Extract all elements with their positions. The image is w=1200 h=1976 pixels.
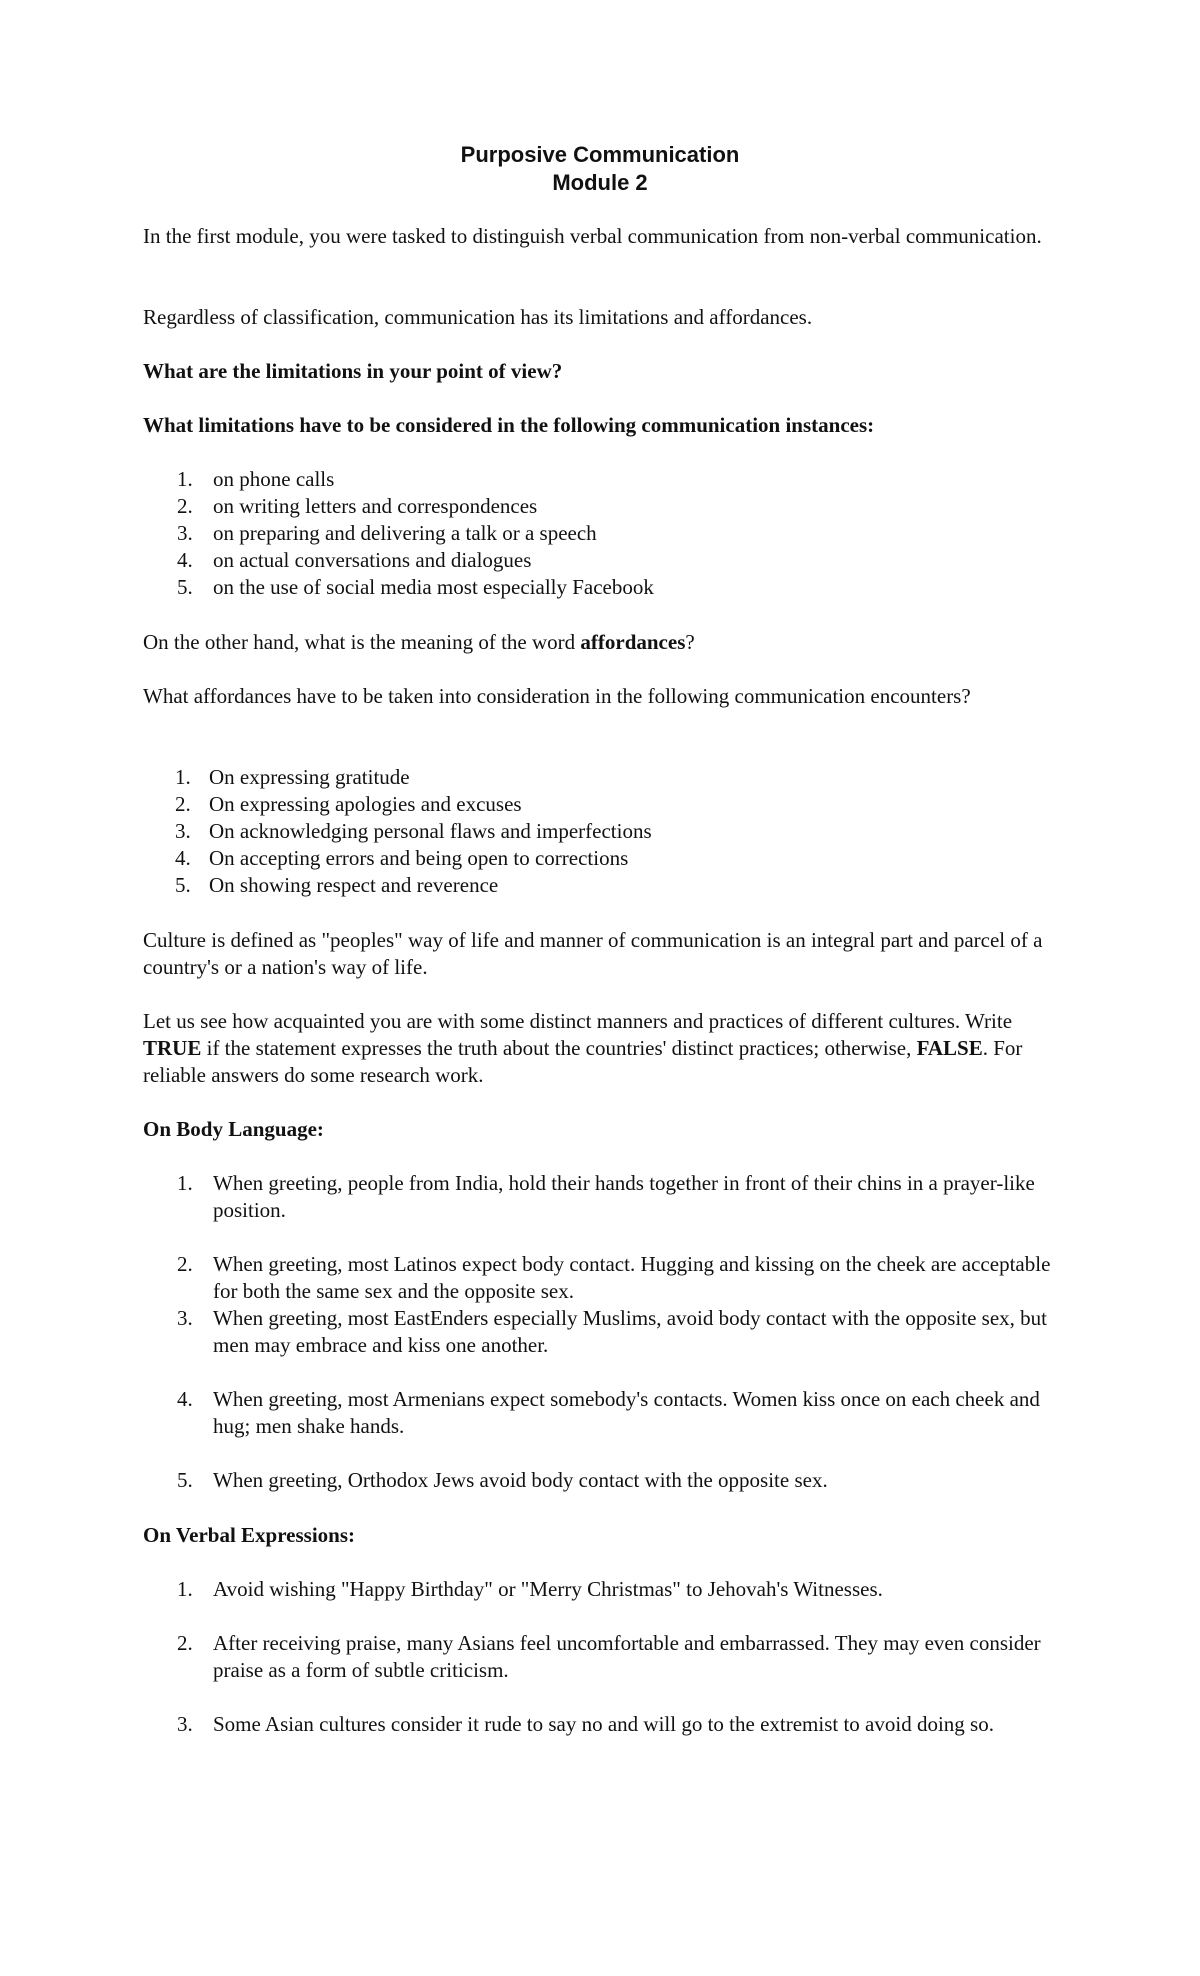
list-item-text: After receiving praise, many Asians feel uncomfortable and embarrassed. They may even consider praise as a form of subtle criticism.	[213, 1631, 1041, 1682]
list-item-text: on writing letters and correspondences	[213, 494, 538, 518]
body-language-heading: On Body Language:	[143, 1117, 324, 1141]
list-number: 2.	[177, 494, 193, 518]
list-item-text: On showing respect and reverence	[209, 873, 499, 897]
verbal-expressions-heading: On Verbal Expressions:	[143, 1523, 355, 1547]
list-item-text: On expressing apologies and excuses	[209, 792, 522, 816]
list-item	[143, 466, 1063, 493]
list-number: 3.	[177, 1712, 193, 1736]
list-item	[143, 1576, 1063, 1603]
affordances-term: affordances	[580, 630, 686, 654]
list-item-text: When greeting, most Latinos expect body contact. Hugging and kissing on the cheek are acceptable for both the same sex and the opposite sex.	[213, 1252, 1051, 1303]
false-keyword: FALSE	[916, 1036, 983, 1060]
list-number: 2.	[177, 1631, 193, 1655]
list-number: 3.	[177, 521, 193, 545]
list-number: 4.	[175, 846, 191, 870]
list-item	[143, 1711, 1063, 1738]
list-number: 4.	[177, 1387, 193, 1411]
list-item	[143, 1170, 1063, 1224]
verbal-expressions-list	[143, 1576, 1063, 1738]
list-number: 5.	[175, 873, 191, 897]
instructions-paragraph	[143, 1008, 1063, 1089]
list-item-text: When greeting, most Armenians expect somebody's contacts. Women kiss once on each cheek and hug; men shake hands.	[213, 1387, 1040, 1438]
list-item	[143, 1305, 1063, 1359]
list-item	[143, 1386, 1063, 1440]
list-item	[143, 845, 1063, 872]
list-item-text: on the use of social media most especially Facebook	[213, 575, 654, 599]
list-item	[143, 493, 1063, 520]
classification-paragraph: Regardless of classification, communication has its limitations and affordances.	[143, 305, 813, 329]
list-item	[143, 1630, 1063, 1684]
list-item	[143, 872, 1063, 899]
body-language-list	[143, 1170, 1063, 1494]
list-item-text: On acknowledging personal flaws and imperfections	[209, 819, 652, 843]
list-item-text: Avoid wishing "Happy Birthday" or "Merry Christmas" to Jehovah's Witnesses.	[213, 1577, 883, 1601]
page-subtitle: Module 2	[552, 170, 648, 195]
title-block	[0, 141, 1200, 197]
instructions-text: . For reliable answers do some research work.	[143, 1036, 1023, 1087]
list-item	[143, 1467, 1063, 1494]
page-title: Purposive Communication	[460, 142, 740, 167]
affordance-meaning-question	[143, 629, 1063, 656]
instructions-text: if the statement expresses the truth about the countries' distinct practices; otherwise,	[201, 1036, 917, 1060]
list-item	[143, 791, 1063, 818]
affordances-intro: What affordances have to be taken into consideration in the following communication encounters?	[143, 684, 971, 708]
list-item-text: On accepting errors and being open to corrections	[209, 846, 629, 870]
list-item-text: On expressing gratitude	[209, 765, 410, 789]
list-item-text: Some Asian cultures consider it rude to say no and will go to the extremist to avoid doing so.	[213, 1712, 994, 1736]
list-number: 2.	[177, 1252, 193, 1276]
instructions-text: Let us see how acquainted you are with some distinct manners and practices of different cultures. Write	[143, 1009, 1013, 1033]
list-number: 1.	[177, 1577, 193, 1601]
affordances-list	[143, 764, 1063, 899]
list-number: 2.	[175, 792, 191, 816]
list-item-text: on phone calls	[213, 467, 335, 491]
list-number: 3.	[175, 819, 191, 843]
list-item	[143, 1251, 1063, 1305]
list-number: 1.	[177, 1171, 193, 1195]
list-number: 5.	[177, 575, 193, 599]
list-item-text: When greeting, Orthodox Jews avoid body contact with the opposite sex.	[213, 1468, 828, 1492]
list-item-text: on preparing and delivering a talk or a speech	[213, 521, 597, 545]
list-item-text: on actual conversations and dialogues	[213, 548, 532, 572]
true-keyword: TRUE	[143, 1036, 202, 1060]
list-number: 3.	[177, 1306, 193, 1330]
list-item	[143, 520, 1063, 547]
affordance-meaning-end: ?	[685, 630, 695, 654]
affordance-meaning-text: On the other hand, what is the meaning of the word	[143, 630, 581, 654]
list-item	[143, 547, 1063, 574]
list-item-text: When greeting, most EastEnders especially Muslims, avoid body contact with the opposite sex, but men may embrace and kiss one another.	[213, 1306, 1048, 1357]
list-number: 1.	[177, 467, 193, 491]
question-limitations-view: What are the limitations in your point of view?	[143, 359, 563, 383]
list-number: 4.	[177, 548, 193, 572]
list-item-text: When greeting, people from India, hold their hands together in front of their chins in a prayer-like position.	[213, 1171, 1035, 1222]
list-item	[143, 818, 1063, 845]
list-number: 1.	[175, 765, 191, 789]
culture-paragraph: Culture is defined as "peoples" way of life and manner of communication is an integral part and parcel of a country's or a nation's way of life.	[143, 928, 1043, 979]
limitations-list	[143, 466, 1063, 601]
intro-paragraph: In the first module, you were tasked to distinguish verbal communication from non-verbal communication.	[143, 224, 1042, 248]
list-number: 5.	[177, 1468, 193, 1492]
list-item	[143, 574, 1063, 601]
list-item	[143, 764, 1063, 791]
question-limitations-instances: What limitations have to be considered in the following communication instances:	[143, 413, 875, 437]
